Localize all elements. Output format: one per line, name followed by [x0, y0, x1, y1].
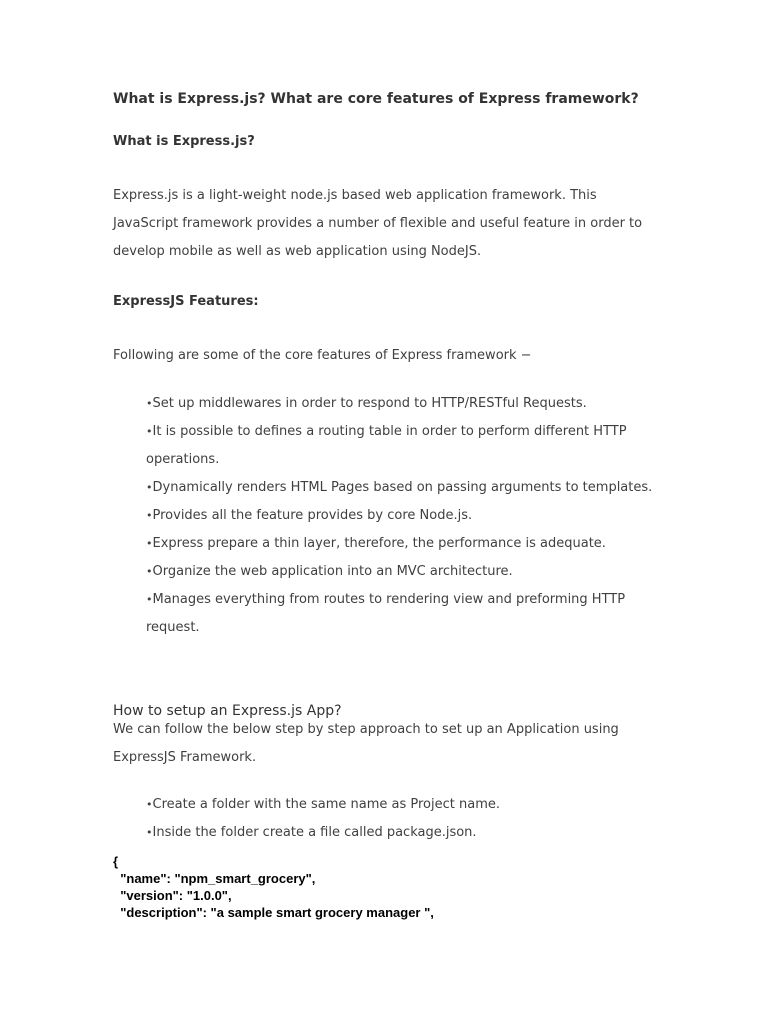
bullet-icon: • [146, 826, 153, 839]
setup-steps-list [146, 791, 666, 847]
features-intro: Following are some of the core features of Express framework − [113, 348, 532, 363]
bullet-icon: • [146, 397, 153, 410]
bullet-icon: • [146, 798, 153, 811]
list-item-text: It is possible to defines a routing table in order to perform different HTTP operations. [146, 424, 627, 467]
list-item [146, 502, 666, 530]
bullet-icon: • [146, 509, 153, 522]
section-heading-what-is: What is Express.js? [113, 134, 255, 149]
list-item-text: Create a folder with the same name as Project name. [152, 797, 500, 812]
list-item-text: Express prepare a thin layer, therefore, the performance is adequate. [152, 536, 606, 551]
bullet-icon: • [146, 425, 153, 438]
what-is-paragraph [113, 182, 673, 266]
list-item [146, 586, 666, 642]
list-item-text: Inside the folder create a file called package.json. [152, 825, 477, 840]
list-item-text: Dynamically renders HTML Pages based on passing arguments to templates. [152, 480, 653, 495]
list-item [146, 418, 666, 474]
list-item [146, 390, 666, 418]
package-json-code-block [113, 853, 434, 921]
bullet-icon: • [146, 565, 153, 578]
list-item [146, 530, 666, 558]
paragraph-line: Express.js is a light-weight node.js based web application framework. This [113, 188, 597, 203]
paragraph-line: JavaScript framework provides a number of flexible and useful feature in order to [113, 216, 643, 231]
bullet-icon: • [146, 593, 153, 606]
setup-paragraph [113, 716, 673, 772]
list-item [146, 819, 666, 847]
code-line: "version": "1.0.0", [113, 888, 232, 903]
bullet-icon: • [146, 537, 153, 550]
section-heading-setup: How to setup an Express.js App? [113, 703, 342, 719]
list-item-text: Provides all the feature provides by core Node.js. [152, 508, 473, 523]
list-item-text: Organize the web application into an MVC architecture. [152, 564, 513, 579]
section-heading-features: ExpressJS Features: [113, 294, 259, 309]
code-line: "description": "a sample smart grocery manager ", [113, 905, 434, 920]
paragraph-line: ExpressJS Framework. [113, 750, 257, 765]
list-item [146, 558, 666, 586]
list-item [146, 474, 666, 502]
list-item-text: Manages everything from routes to rendering view and preforming HTTP request. [146, 592, 626, 635]
document-title: What is Express.js? What are core features of Express framework? [113, 91, 639, 107]
paragraph-line: develop mobile as well as web application using NodeJS. [113, 244, 482, 259]
paragraph-line: We can follow the below step by step approach to set up an Application using [113, 722, 619, 737]
list-item [146, 791, 666, 819]
bullet-icon: • [146, 481, 153, 494]
features-list [146, 390, 666, 642]
code-line: { [113, 854, 119, 869]
list-item-text: Set up middlewares in order to respond to HTTP/RESTful Requests. [152, 396, 587, 411]
code-line: "name": "npm_smart_grocery", [113, 871, 316, 886]
